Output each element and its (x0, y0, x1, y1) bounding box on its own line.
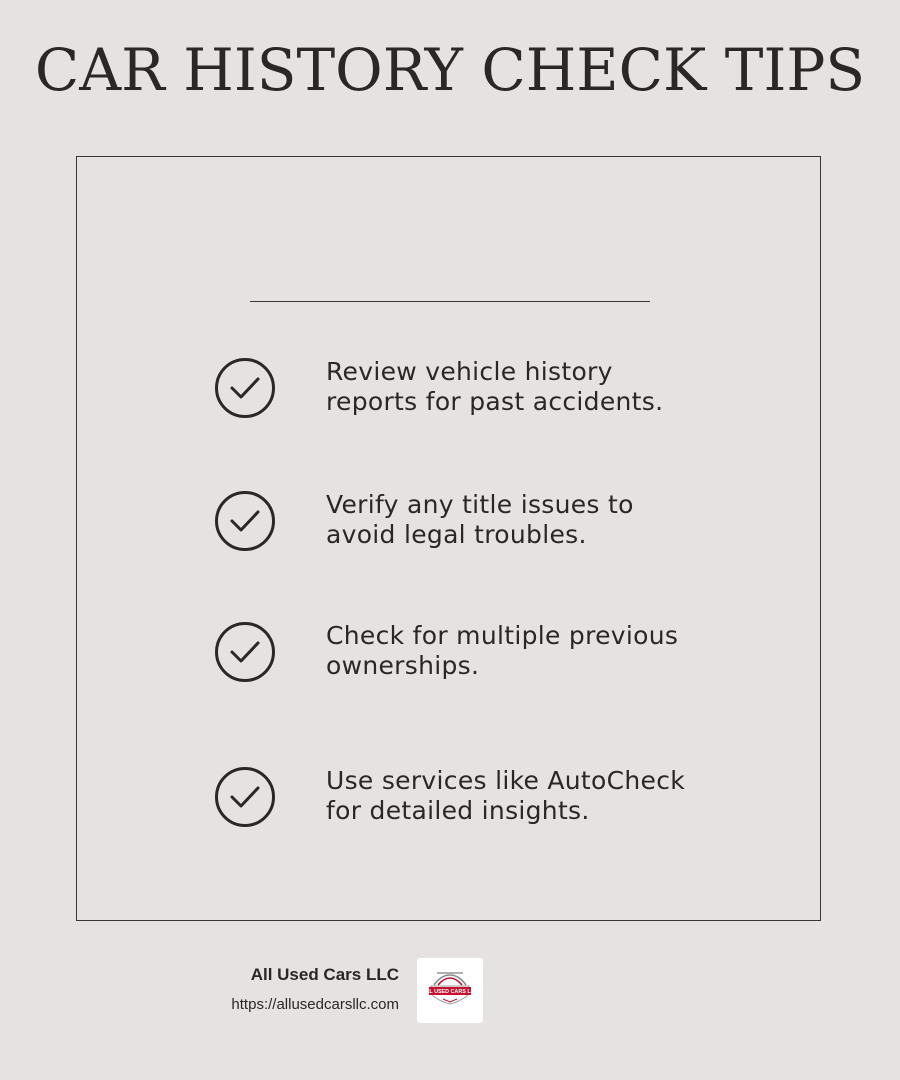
tip-text (326, 357, 766, 417)
tip-text (326, 621, 766, 681)
tip-line-1: Check for multiple previous (326, 621, 679, 650)
check-circle-icon (214, 490, 276, 552)
tip-line-2: reports for past accidents. (326, 387, 664, 416)
svg-text:ALL USED CARS LLC: ALL USED CARS LLC (422, 989, 478, 996)
tip-text (326, 766, 766, 826)
check-circle-icon (214, 357, 276, 419)
check-circle-icon (214, 766, 276, 828)
tip-item (214, 621, 774, 685)
company-name: All Used Cars LLC (250, 965, 399, 984)
car-logo-icon (417, 958, 483, 1023)
tip-line-1: Use services like AutoCheck (326, 766, 686, 795)
tip-line-2: for detailed insights. (326, 796, 590, 825)
divider-line (250, 301, 650, 302)
tip-line-1: Review vehicle history (326, 357, 613, 386)
tip-line-1: Verify any title issues to (326, 490, 634, 519)
tip-line-2: ownerships. (326, 651, 480, 680)
company-logo (417, 958, 483, 1023)
check-circle-icon (214, 621, 276, 683)
tip-item (214, 490, 774, 554)
tip-text (326, 490, 766, 550)
tips-card (76, 156, 821, 921)
tip-item (214, 766, 774, 830)
tip-item (214, 357, 774, 421)
company-url[interactable]: https://allusedcarsllc.com (231, 996, 399, 1013)
page-title: CAR HISTORY CHECK TIPS (34, 36, 866, 104)
tip-line-2: avoid legal troubles. (326, 520, 587, 549)
